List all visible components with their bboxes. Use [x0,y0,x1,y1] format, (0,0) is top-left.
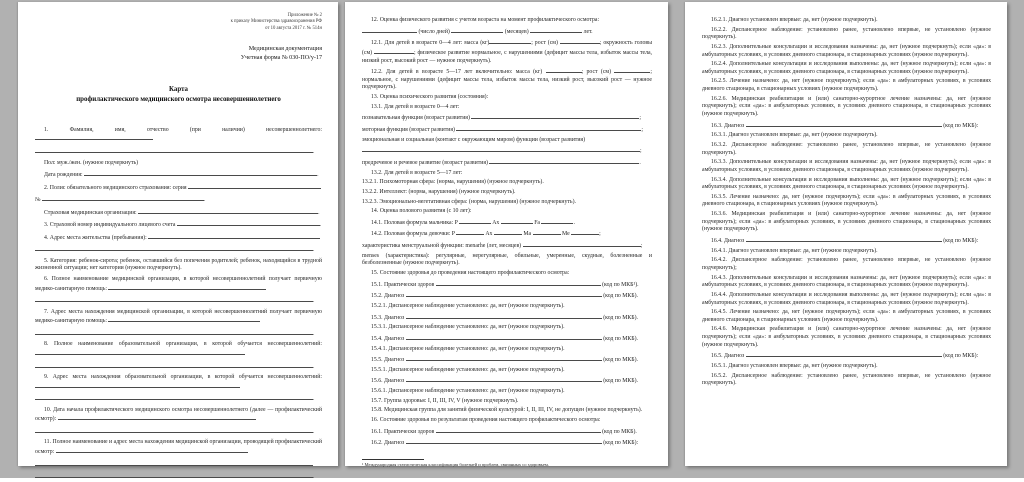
form-item-16-3-2: 16.3.2. Диспансерное наблюдение: установлено ранее, установлено впервые, не установлено (нужное подчеркнуть). [702,141,991,156]
form-item-16-2-4: 16.2.4. Дополнительные консультации и исследования выполнены: да, нет (нужное подчеркнуть); если «да»: в амбулаторных условиях, в условиях дневного стационара, в стационарных условиях (нужное подчеркнуть). [702,61,991,75]
blank-write-in-line [456,125,641,131]
form-item-15-6-1: 15.6.1. Диспансерное наблюдение установлено: да, нет (нужное подчеркнуть). [371,388,565,395]
form-item-13-2-3: 13.2.3. Эмоционально-вегетативная сфера: (норма, нарушения) (нужное подчеркнуть). [362,198,576,205]
form-item-16: 16. Состояние здоровья по результатам проведения настоящего профилактического осмотра: [371,416,601,423]
form-line: № . [35,197,206,204]
form-item-16-2-1: 16.2.1. Диагноз установлен впервые: да, нет (нужное подчеркнуть). [711,17,878,23]
form-item-16-2-6: 16.2.6. Медицинская реабилитация и (или) санаторно-курортное лечение назначены: да, нет (нужное подчеркнуть); если «да»: в амбулаторных условиях, в условиях дневного стационара, в стационарных условиях (нужное подчеркнуть). [702,95,991,118]
doc-form-label [35,45,322,62]
blank-write-in-line [489,38,531,44]
blank-write-in-line [406,334,602,340]
blank-write-in-line [571,229,599,235]
form-item-15-7: 15.7. Группа здоровья: I, II, III, IV, V (нужное подчеркнуть). [371,397,519,404]
form-line: . [35,296,322,306]
blank-write-in-line [456,229,484,235]
blank-write-in-line [471,113,639,119]
blank-write-in-line [35,394,313,400]
annex-reference [35,13,322,32]
form-item-15-5-1: 15.5.1. Диспансерное наблюдение установлено: да, нет (нужное подчеркнуть). [371,366,565,373]
form-item-16-4-2: 16.4.2. Диспансерное наблюдение: установлено ранее, установлено впервые, не установлено (нужное подчеркнуть); [702,257,991,271]
form-item-16-3: 16.3. Диагноз (код по МКБ): [711,122,979,129]
blank-write-in-line [35,296,313,302]
form-item-14-2: 14.2. Половая формула девочки: P Ax Ma Me ; [371,231,601,238]
form-item-16-2: 16.2. Диагноз (код по МКБ): [371,440,639,447]
form-item-15-2: 15.2. Диагноз (код по МКБ). [371,293,639,300]
blank-write-in-line [35,460,313,466]
blank-write-in-line [614,67,650,73]
form-item-15-3-1: 15.3.1. Диспансерное наблюдение установлено: да, нет (нужное подчеркнуть). [371,324,565,331]
doc-label-line: Медицинская документация [248,46,322,53]
form-item-6: 6. Полное наименование медицинской организации, в которой несовершеннолетний получает первичную медико-санитарную помощь: [35,275,322,292]
blank-write-in-line [84,170,317,176]
blank-write-in-line [459,218,491,224]
form-item-13-2-1: 13.2.1. Психомоторная сфера: (норма, нарушения) (нужное подчеркнуть). [362,179,544,186]
form-item-16-3-6: 16.3.6. Медицинская реабилитация и (или) санаторно-курортное лечение назначены: да, нет (нужное подчеркнуть); если «да»: в амбулаторных условиях, в условиях дневного стационара, в стационарных условиях (нужное подчеркнуть). [702,211,991,233]
form-line: . [35,245,322,255]
form-item-10: 10. Дата начала профилактического медицинского осмотра несовершеннолетнего (далее — профилактический осмотр): [35,406,322,423]
form-title [35,85,322,106]
form-item-1: 1. Фамилия, имя, отчество (при наличии) несовершеннолетнего: [35,127,322,144]
blank-write-in-line [177,220,320,226]
form-item-15: 15. Состояние здоровья до проведения настоящего профилактического осмотра: [371,270,570,277]
form-item-15-4: 15.4. Диагноз (код по МКБ). [371,335,639,342]
form-item-3: 3. Страховой номер индивидуального лицевого счета . [44,222,322,229]
page-1 [18,2,338,481]
page-1-body [35,127,322,482]
page-2 [345,2,668,466]
footnote-text: ¹ Международная статистическая классификация болезней и проблем, связанных со здоровьем. [362,462,549,468]
form-item-13-2: 13.2. Для детей в возрасте 5—17 лет: [371,169,463,176]
annex-line: от 10 августа 2017 г. № 514н [265,25,322,31]
form-item-15-2-1: 15.2.1. Диспансерное наблюдение установлено: да, нет (нужное подчеркнуть). [371,302,565,309]
blank-write-in-line [406,376,602,382]
form-line: . [35,472,322,482]
blank-write-in-line [35,362,313,368]
blank-write-in-line [489,158,639,164]
form-item-13-1: 13.1. Для детей в возрасте 0—4 лет: [371,103,460,110]
blank-write-in-line [406,291,602,297]
form-line: моторная функция (возраст развития) ; [362,127,644,134]
form-line: Страховая медицинская организация: . [44,209,320,216]
form-item-16-5-1: 16.5.1. Диагноз установлен впервые: да, нет (нужное подчеркнуть). [711,362,878,369]
form-item-14-1: 14.1. Половая формула мальчика: P Ax Fa . [371,219,575,226]
form-line: . [35,147,322,157]
blank-write-in-line [541,218,573,224]
blank-write-in-line [746,351,942,357]
blank-write-in-line [35,382,240,388]
blank-write-in-line [35,349,245,355]
footnote-divider [362,459,424,460]
form-title-line: Карта [168,86,188,94]
form-line: . [35,362,322,372]
form-item-16-5: 16.5. Диагноз (код по МКБ): [711,353,979,360]
form-line: предречевое и речевое развитие (возраст развития) . [362,159,641,166]
form-item-12-2: 12.2. Для детей в возрасте 5—17 лет включительно: масса (кг) ; рост (см) ; нормальное, с нарушениями (дефицит массы тела, избыток массы тела, низкий рост, высокий рост — нужное подчеркнуть). [362,69,653,91]
blank-write-in-line [58,414,256,420]
form-item-2: 2. Полис обязательного медицинского страхования: серия [35,183,322,193]
blank-write-in-line [188,183,321,189]
form-item-16-4: 16.4. Диагноз (код по МКБ): [711,238,979,245]
blank-write-in-line [148,233,320,239]
form-line: (число дней) (месяцев) лет. [362,27,652,37]
form-item-15-5: 15.5. Диагноз (код по МКБ). [371,357,639,364]
form-item-16-3-5: 16.3.5. Лечение назначено: да, нет (нужное подчеркнуть); если «да»: в амбулаторных условиях, в условиях дневного стационара, в стационарных условиях (нужное подчеркнуть). [702,193,991,208]
blank-write-in-line [35,147,313,153]
blank-write-in-line [374,48,414,54]
blank-write-in-line [35,329,313,335]
form-line: Дата рождения: . [44,172,319,179]
form-item-16-2-5: 16.2.5. Лечение назначено: да, нет (нужное подчеркнуть); если «да»: в амбулаторных условиях, в условиях дневного стационара, в стационарных условиях (нужное подчеркнуть). [702,78,991,93]
form-item-16-3-1: 16.3.1. Диагноз установлен впервые: да, нет (нужное подчеркнуть). [711,132,878,139]
blank-write-in-line [362,27,417,33]
blank-write-in-line [108,316,260,322]
form-item-13: 13. Оценка психического развития (состояния): [371,94,489,101]
blank-write-in-line [56,447,248,453]
form-item-16-5-2: 16.5.2. Диспансерное наблюдение: установлено ранее, установлено впервые, не установлено (нужное подчеркнуть). [702,372,991,387]
blank-write-in-line [406,313,602,319]
form-line: ; [362,146,652,156]
form-item-16-3-4: 16.3.4. Дополнительные консультации и исследования выполнены: да, нет (нужное подчеркнуть); если «да»: в амбулаторных условиях, в условиях дневного стационара, в стационарных условиях (нужное подчеркнуть). [702,176,991,191]
form-line: эмоциональная и социальная (контакт с окружающим миром) функции (возраст развития) [362,136,586,143]
form-item-4: 4. Адрес места жительства (пребывания): [35,233,322,243]
form-item-15-3: 15.3. Диагноз (код по МКБ). [371,314,639,321]
blank-write-in-line [42,195,204,201]
form-line: . [35,329,322,339]
blank-write-in-line [533,229,561,235]
blank-write-in-line [501,218,533,224]
form-item-16-2-3: 16.2.3. Дополнительные консультации и исследования назначены: да, нет (нужное подчеркнуть); если «да»: в амбулаторных условиях, в условиях дневного стационара, в стационарных условиях (нужное подчеркнуть). [702,43,991,58]
page-2-body [362,17,652,448]
form-title-line: профилактического медицинского осмотра несовершеннолетнего [76,96,281,104]
blank-write-in-line [746,236,942,242]
blank-write-in-line [523,241,641,247]
form-item-16-1: 16.1. Практически здоров (код по МКБ). [371,428,637,435]
blank-write-in-line [746,121,942,127]
form-item-16-4-4: 16.4.4. Дополнительные консультации и исследования выполнены: да, нет (нужное подчеркнуть); если «да»: в амбулаторных условиях, в условиях дневного стационара, в стационарных условиях (нужное подчеркнуть). [702,291,991,306]
form-line: характеристика менструальной функции: menarhe (лет, месяцев) ; [362,243,643,250]
blank-write-in-line [406,355,602,361]
form-item-5: 5. Категория: ребенок-сирота; ребенок, оставшийся без попечения родителей; ребенок, находящийся в трудной жизненной ситуации; нет категории (нужное подчеркнуть). [35,257,322,272]
form-item-16-4-5: 16.4.5. Лечение назначено: да, нет (нужное подчеркнуть); если «да»: в амбулаторных условиях, в условиях дневного стационара, в стационарных условиях (нужное подчеркнуть). [702,309,991,323]
form-item-15-8: 15.8. Медицинская группа для занятий физической культурой: I, II, III, IV, не допущен (нужное подчеркнуть). [371,407,643,414]
form-item-12-1: 12.1. Для детей в возрасте 0—4 лет: масса (кг) ; рост (см) ; окружность головы (см) ; физическое развитие нормальное, с нарушениями (дефицит массы тела, избыток массы тела, низкий рост, высокий рост — нужное подчеркнуть). [362,40,653,64]
blank-write-in-line [560,38,600,44]
form-line [35,460,322,470]
form-item-15-6: 15.6. Диагноз (код по МКБ). [371,378,639,385]
blank-write-in-line [494,229,522,235]
blank-write-in-line [436,280,601,286]
form-item-16-3-3: 16.3.3. Дополнительные консультации и исследования назначены: да, нет (нужное подчеркнуть); если «да»: в амбулаторных условиях, в условиях дневного стационара, в стационарных условиях (нужное подчеркнуть). [702,159,991,173]
form-item-8: 8. Полное наименование образовательной организации, в которой обучается несовершеннолетний: [35,341,322,358]
blank-write-in-line [35,427,313,433]
blank-write-in-line [546,67,582,73]
page-3 [685,2,1007,466]
page-3-body [702,17,991,388]
blank-write-in-line [362,146,640,152]
blank-write-in-line [108,284,266,290]
form-line: menses (характеристика): регулярные, нерегулярные, обильные, умеренные, скудные, болезненные и безболезненные (нужное подчеркнуть). [362,252,652,267]
form-item-9: 9. Адрес места нахождения образовательной организации, в которой обучается несовершеннолетний: [35,374,322,391]
form-item-16-4-6: 16.4.6. Медицинская реабилитация и (или) санаторно-курортное лечение назначены: да, нет (нужное подчеркнуть); если «да»: в амбулаторных условиях, в условиях дневного стационара, в стационарных условиях (нужное подчеркнуть). [702,326,991,348]
footnote [362,459,652,468]
form-item-13-2-2: 13.2.2. Интеллект: (норма, нарушения) (нужное подчеркнуть). [362,188,516,195]
form-line: познавательная функция (возраст развития) ; [362,115,641,122]
blank-write-in-line [436,427,601,433]
blank-write-in-line [406,438,602,444]
form-item-14: 14. Оценка полового развития (с 10 лет): [371,208,472,215]
blank-write-in-line [35,134,153,140]
annex-line: Приложение № 2 [287,13,322,18]
form-item-7: 7. Адрес места нахождения медицинской организации, в которой несовершеннолетний получает первичную медико-санитарную помощь: [35,308,322,325]
form-item-16-4-3: 16.4.3. Дополнительные консультации и исследования назначены: да, нет (нужное подчеркнуть); если «да»: в амбулаторных условиях, в условиях дневного стационара, в стационарных условиях (нужное подчеркнуть). [702,274,991,289]
form-item-16-2-2: 16.2.2. Диспансерное наблюдение: установлено ранее, установлено впервые, не установлено (нужное подчеркнуть). [702,26,991,41]
blank-write-in-line [35,245,313,251]
blank-write-in-line [35,472,313,478]
form-item-15-1: 15.1. Практически здоров (код по МКБ¹). [371,281,639,288]
form-line: . [35,394,322,404]
blank-write-in-line [451,27,503,33]
annex-line: к приказу Министерства здравоохранения РФ [230,19,322,25]
form-item-12: 12. Оценка физического развития с учетом возраста на момент профилактического осмотра: [371,17,600,23]
form-line: Пол: муж./жен. (нужное подчеркнуть) [44,159,139,166]
form-item-15-4-1: 15.4.1. Диспансерное наблюдение установлено: да, нет (нужное подчеркнуть). [371,345,565,352]
form-line: . [35,427,322,437]
blank-write-in-line [530,27,582,33]
doc-label-line: Учетная форма № 030-ПО/у-17 [240,54,322,61]
form-item-11: 11. Полное наименование и адрес места нахождения медицинской организации, проводящей профилактический осмотр: [35,439,322,456]
blank-write-in-line [138,208,318,214]
form-item-16-4-1: 16.4.1. Диагноз установлен впервые: да, нет (нужное подчеркнуть). [711,247,878,254]
